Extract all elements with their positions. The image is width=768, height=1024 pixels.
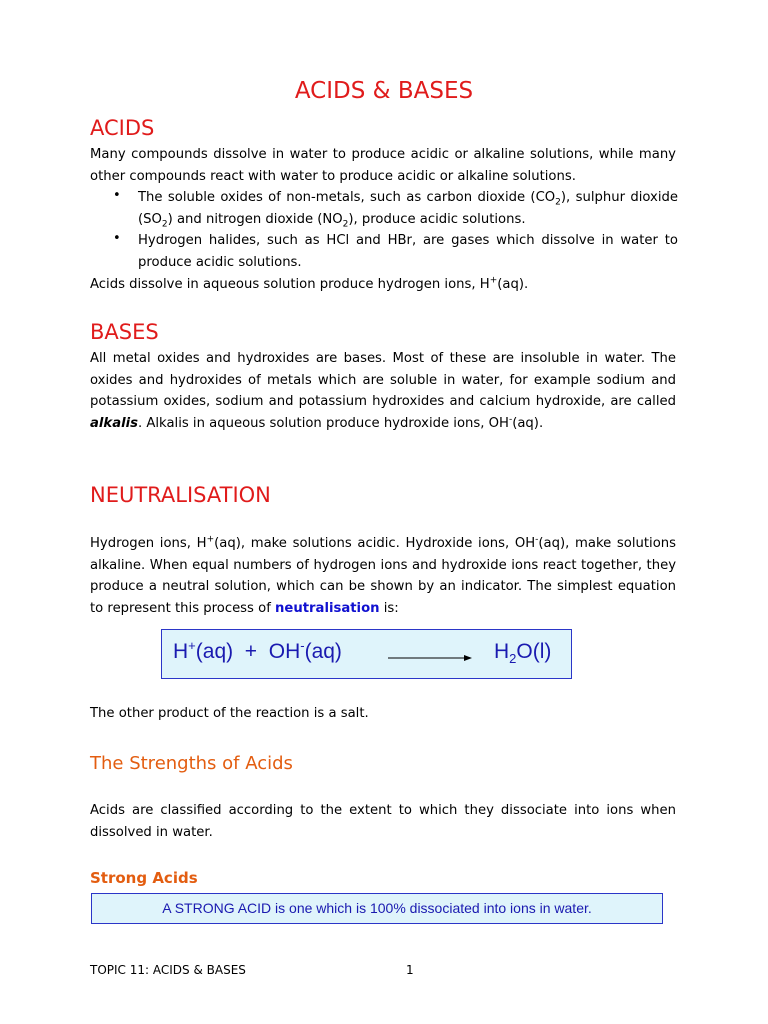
strong-acid-definition: A STRONG ACID is one which is 100% dissociated into ions in water. xyxy=(91,893,663,924)
footer-page-number: 1 xyxy=(406,963,414,977)
acids-bullet-halides: Hydrogen halides, such as HCl and HBr, are gases which dissolve in water to produce acidic solutions. xyxy=(138,233,678,270)
reaction-arrow-icon xyxy=(388,653,472,663)
footer-topic: TOPIC 11: ACIDS & BASES xyxy=(90,963,246,977)
equation-reactants: H+(aq) + OH-(aq) xyxy=(173,638,342,663)
strengths-paragraph: Acids are classified according to the extent to which they dissociate into ions when dissolved in water. xyxy=(90,803,676,840)
neutralisation-paragraph: Hydrogen ions, H+(aq), make solutions acidic. Hydroxide ions, OH-(aq), make solutions alkaline. When equal numbers of hydrogen ions and hydroxide ions react together, they produce a neutral solution, which can be shown by an indicator. The simplest equation to represent this process of neutralisation is: xyxy=(90,534,676,616)
salt-sentence: The other product of the reaction is a salt. xyxy=(90,706,369,721)
bases-heading: BASES xyxy=(90,320,159,344)
bullet-icon: • xyxy=(113,231,121,246)
acids-bullet-oxides: The soluble oxides of non-metals, such as carbon dioxide $(CO_2)$, sulphur dioxide $(SO_2)$ and nitrogen dioxide $(NO_2)$, produce acidic solutions. xyxy=(138,190,678,230)
strengths-heading: The Strengths of Acids xyxy=(90,753,293,774)
page-title: ACIDS & BASES xyxy=(294,78,474,104)
equation-product: $H_2O(l)$ xyxy=(494,640,552,667)
bases-paragraph: All metal oxides and hydroxides are bases. Most of these are insoluble in water. The oxides and hydroxides of metals which are soluble in water, for example sodium and potassium oxides, sodium and potassium hydroxides and calcium hydroxide, are called alkalis. Alkalis in aqueous solution produce hydroxide ions, OH-(aq). xyxy=(90,351,676,431)
strong-acids-heading: Strong Acids xyxy=(90,869,198,887)
acids-outro: Acids dissolve in aqueous solution produce hydrogen ions, H+(aq). xyxy=(90,275,529,292)
acids-intro: Many compounds dissolve in water to produce acidic or alkaline solutions, while many other compounds react with water to produce acidic or alkaline solutions. xyxy=(90,147,676,184)
neutralisation-equation xyxy=(161,629,572,679)
bullet-icon: • xyxy=(113,188,121,203)
acids-heading: ACIDS xyxy=(90,116,155,140)
neutralisation-heading: NEUTRALISATION xyxy=(90,483,271,507)
